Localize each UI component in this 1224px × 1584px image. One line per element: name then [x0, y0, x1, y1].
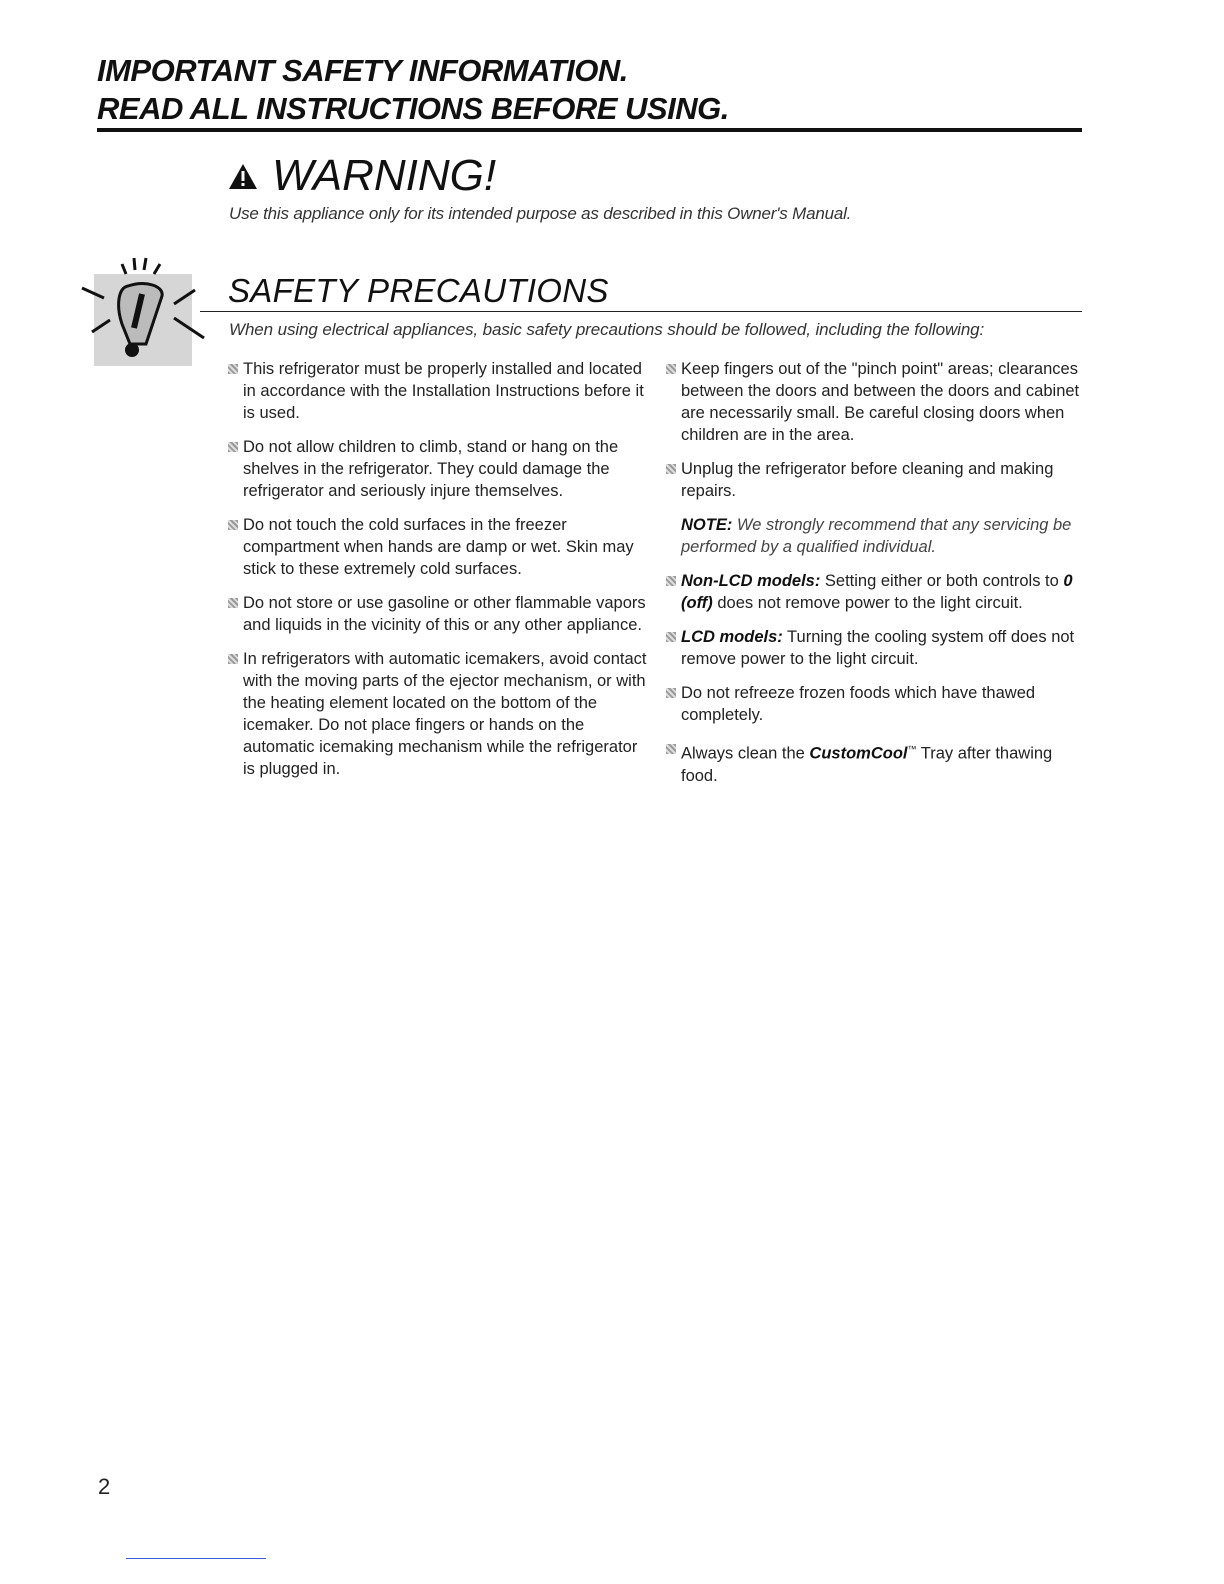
list-item: Do not touch the cold surfaces in the freezer compartment when hands are damp or wet. Skin may stick to these extremely cold surfaces. — [228, 514, 648, 580]
footer-line — [126, 1558, 266, 1559]
header-rule — [97, 128, 1082, 132]
bullet-icon — [228, 520, 238, 530]
bullet-icon — [228, 364, 238, 374]
bullet-icon — [666, 632, 676, 642]
warning-subtitle: Use this appliance only for its intended purpose as described in this Owner's Manual. — [229, 204, 852, 223]
right-column — [666, 358, 1086, 799]
list-item: Keep fingers out of the "pinch point" areas; clearances between the doors and between the doors and cabinet are necessarily small. Be careful closing doors when children are in the area. — [666, 358, 1086, 446]
non-lcd-label: Non-LCD models: — [681, 572, 821, 590]
safety-precautions-title: SAFETY PRECAUTIONS — [228, 272, 609, 309]
safety-subtitle: When using electrical appliances, basic safety precautions should be followed, including the following: — [229, 320, 985, 339]
exclamation-bulb-icon — [80, 246, 205, 366]
safety-rule — [200, 311, 1082, 312]
bullet-icon — [228, 654, 238, 664]
warning-title: WARNING! — [272, 151, 497, 200]
list-item: LCD models: Turning the cooling system off does not remove power to the light circuit. — [666, 626, 1086, 670]
bullet-icon — [666, 688, 676, 698]
list-item: Always clean the CustomCool™ Tray after thawing food. — [666, 738, 1086, 787]
warning-triangle-icon — [228, 163, 258, 190]
list-item: This refrigerator must be properly installed and located in accordance with the Installation Instructions before it is used. — [228, 358, 648, 424]
off-setting: 0 (off) — [681, 572, 1073, 612]
list-item: Do not store or use gasoline or other flammable vapors and liquids in the vicinity of this or any other appliance. — [228, 592, 648, 636]
bullet-icon — [228, 442, 238, 452]
bullet-icon — [666, 464, 676, 474]
list-item: In refrigerators with automatic icemakers, avoid contact with the moving parts of the ejector mechanism, or with the heating element located on the bottom of the icemaker. Do not place fingers or hands on the automatic icemaking mechanism while the refrigerator is plugged in. — [228, 648, 648, 780]
bullet-icon — [666, 576, 676, 586]
note-text: We strongly recommend that any servicing be performed by a qualified individual. — [681, 516, 1072, 556]
lcd-label: LCD models: — [681, 628, 783, 646]
header-line-2: READ ALL INSTRUCTIONS BEFORE USING. — [97, 91, 729, 126]
page-number: 2 — [98, 1474, 111, 1499]
bullet-icon — [228, 598, 238, 608]
bullet-icon — [666, 364, 676, 374]
note — [666, 514, 1086, 558]
page-header — [97, 52, 1082, 132]
note-label: NOTE: — [681, 516, 733, 534]
customcool-name: CustomCool — [809, 744, 908, 763]
left-column — [228, 358, 648, 792]
warning-heading — [228, 152, 496, 200]
bullet-icon — [666, 744, 676, 754]
warning-block — [228, 152, 496, 200]
list-item: Do not refreeze frozen foods which have thawed completely. — [666, 682, 1086, 726]
trademark: ™ — [907, 744, 917, 754]
list-item: Unplug the refrigerator before cleaning and making repairs. — [666, 458, 1086, 502]
header-line-1: IMPORTANT SAFETY INFORMATION. — [97, 53, 628, 88]
list-item: Do not allow children to climb, stand or hang on the shelves in the refrigerator. They could damage the refrigerator and seriously injure themselves. — [228, 436, 648, 502]
list-item: Non-LCD models: Setting either or both controls to 0 (off) does not remove power to the light circuit. — [666, 570, 1086, 614]
